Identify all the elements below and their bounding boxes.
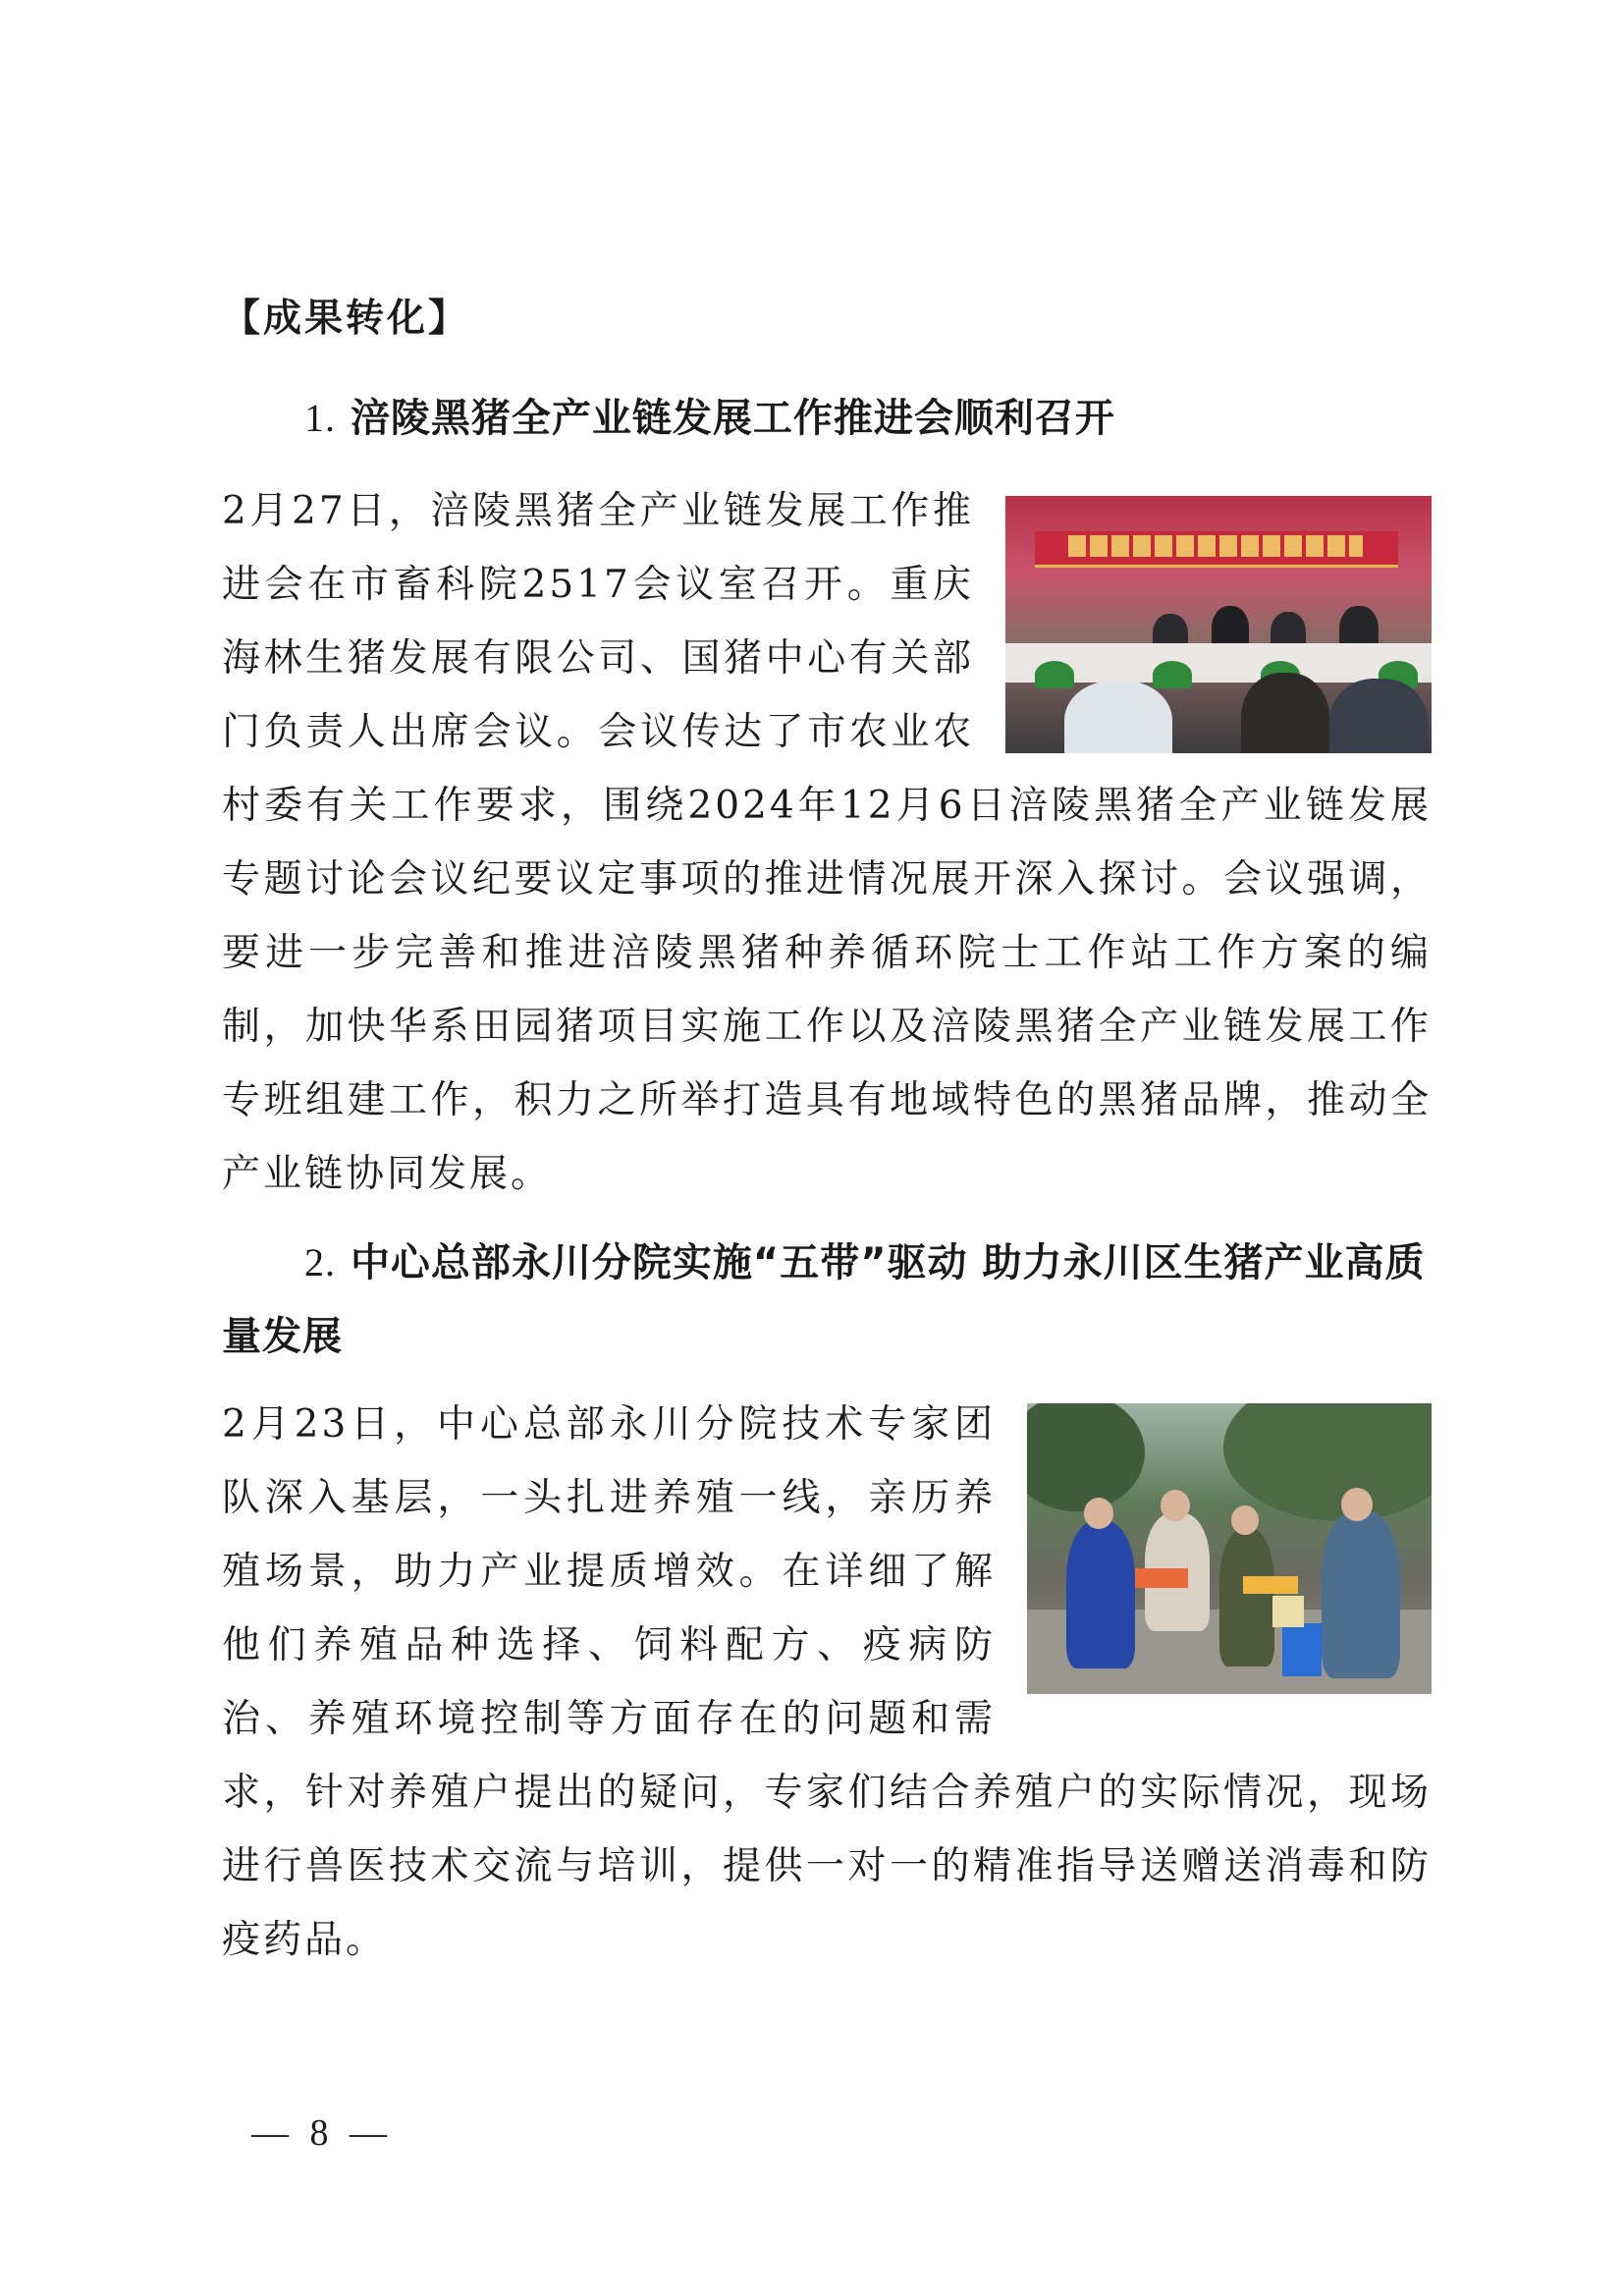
article1-title: 涪陵黑猪全产业链发展工作推进会顺利召开 [350,396,1115,441]
meeting-photo [1005,496,1432,753]
article1-body: 2月27日，涪陵黑猪全产业链发展工作推进会在市畜科院2517会议室召开。重庆海林生猪发展有限公司、国猪中心有关部门负责人出席会议。会议传达了市农业农村委有关工作要求，围绕2024年12月6日涪陵黑猪全产业链发展专题讨论会议纪要议定事项的推进情况展开深入探讨。会议强调，要进一步完善和推进涪陵黑猪种养循环院士工作站工作方案的编制，加快华系田园猪项目实施工作以及涪陵黑猪全产业链发展工作专班组建工作，积力之所举打造具有地域特色的黑猪品牌，推动全产业链协同发展。 [222,489,1432,1196]
article2-body-block [222,1388,1432,1977]
page-number: — 8 — [251,2112,393,2154]
article2-title: 中心总部永川分院实施“五带”驱动 助力永川区生猪产业高质量发展 [222,1240,1426,1359]
article1-body-block [222,474,1432,1211]
meeting-photo-banner-text [1068,535,1363,557]
meeting-photo-banner [1035,531,1398,568]
article1-number: 1. [304,396,336,440]
section-tag: 【成果转化】 [222,297,470,341]
farm-visit-photo [1027,1403,1432,1694]
article2-body: 2月23日，中心总部永川分院技术专家团队深入基层，一头扎进养殖一线，亲历养殖场景，助力产业提质增效。在详细了解他们养殖品种选择、饲料配方、疫病防治、养殖环境控制等方面存在的问题和需求，针对养殖户提出的疑问，专家们结合养殖户的实际情况，现场进行兽医技术交流与培训，提供一对一的精准指导送赠送消毒和防疫药品。 [222,1402,1432,1962]
article2-number: 2. [304,1240,336,1285]
article1-heading [222,381,1432,456]
article2-heading [222,1226,1432,1374]
